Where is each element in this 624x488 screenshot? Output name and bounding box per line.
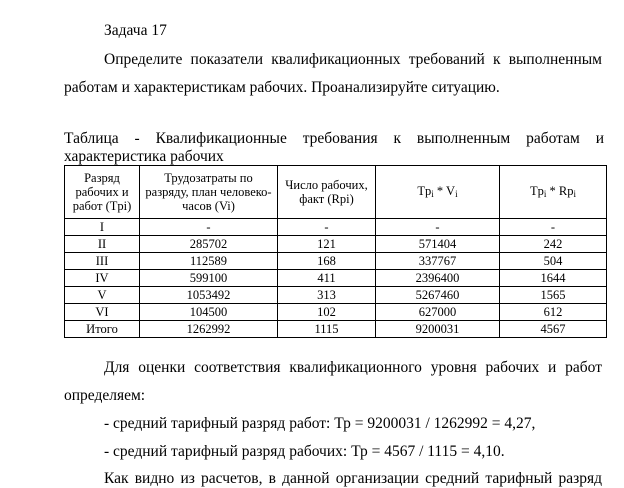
analysis-line-3: - средний тарифный разряд работ: Тр = 9200031 / 1262992 = 4,27,: [104, 415, 536, 432]
cell-tp-v: 337767: [376, 253, 500, 270]
cell-tp-rp: 1644: [500, 270, 607, 287]
cell-rank: VI: [65, 304, 140, 321]
qualification-table: [64, 165, 607, 338]
cell-tp-rp: 242: [500, 236, 607, 253]
cell-rank: V: [65, 287, 140, 304]
analysis-line-5: Как видно из расчетов, в данной организации средний тарифный разряд: [104, 470, 602, 487]
header-rank: Разряд рабочих и работ (Tpi): [65, 166, 140, 219]
cell-workers: 102: [278, 304, 376, 321]
analysis-line-4: - средний тарифный разряд рабочих: Тр = 4567 / 1115 = 4,10.: [104, 443, 505, 460]
cell-labor: 1262992: [140, 321, 278, 338]
cell-tp-v: 2396400: [376, 270, 500, 287]
cell-workers: 411: [278, 270, 376, 287]
cell-tp-v: 627000: [376, 304, 500, 321]
header-tp-times-v: $Tp_i * V_i$: [376, 166, 500, 219]
cell-workers: 168: [278, 253, 376, 270]
cell-rank: Итого: [65, 321, 140, 338]
table-caption-line-1: Таблица - Квалификационные требования к выполненным работам и: [64, 130, 604, 147]
cell-labor: 599100: [140, 270, 278, 287]
table-row: [65, 270, 607, 287]
header-tp-times-rp: $Tp_i * Rp_i$: [500, 166, 607, 219]
cell-labor: -: [140, 219, 278, 236]
cell-tp-rp: 612: [500, 304, 607, 321]
cell-labor: 112589: [140, 253, 278, 270]
table-row: [65, 287, 607, 304]
table-row: [65, 304, 607, 321]
cell-labor: 104500: [140, 304, 278, 321]
header-labor-costs: Трудозатраты по разряду, план человеко-часов (Vi): [140, 166, 278, 219]
table-caption-line-2: характеристика рабочих: [64, 148, 224, 165]
cell-workers: 313: [278, 287, 376, 304]
cell-workers: -: [278, 219, 376, 236]
cell-labor: 1053492: [140, 287, 278, 304]
cell-workers: 1115: [278, 321, 376, 338]
table-total-row: [65, 321, 607, 338]
table-row: [65, 253, 607, 270]
intro-line-1: Определите показатели квалификационных требований к выполненным: [104, 51, 602, 68]
task-title: Задача 17: [104, 22, 167, 39]
cell-rank: III: [65, 253, 140, 270]
intro-line-2: работам и характеристикам рабочих. Проанализируйте ситуацию.: [64, 79, 500, 96]
cell-tp-v: 571404: [376, 236, 500, 253]
cell-tp-rp: 1565: [500, 287, 607, 304]
cell-rank: II: [65, 236, 140, 253]
cell-rank: I: [65, 219, 140, 236]
table-header-row: [65, 166, 607, 219]
cell-tp-rp: 4567: [500, 321, 607, 338]
table-row: [65, 219, 607, 236]
analysis-line-1: Для оценки соответствия квалификационного уровня рабочих и работ: [104, 359, 602, 376]
analysis-line-2: определяем:: [64, 387, 146, 404]
cell-workers: 121: [278, 236, 376, 253]
header-workers-count: Число рабочих, факт (Rpi): [278, 166, 376, 219]
cell-tp-rp: -: [500, 219, 607, 236]
cell-tp-v: -: [376, 219, 500, 236]
cell-tp-v: 9200031: [376, 321, 500, 338]
cell-tp-v: 5267460: [376, 287, 500, 304]
cell-tp-rp: 504: [500, 253, 607, 270]
cell-rank: IV: [65, 270, 140, 287]
table-row: [65, 236, 607, 253]
cell-labor: 285702: [140, 236, 278, 253]
